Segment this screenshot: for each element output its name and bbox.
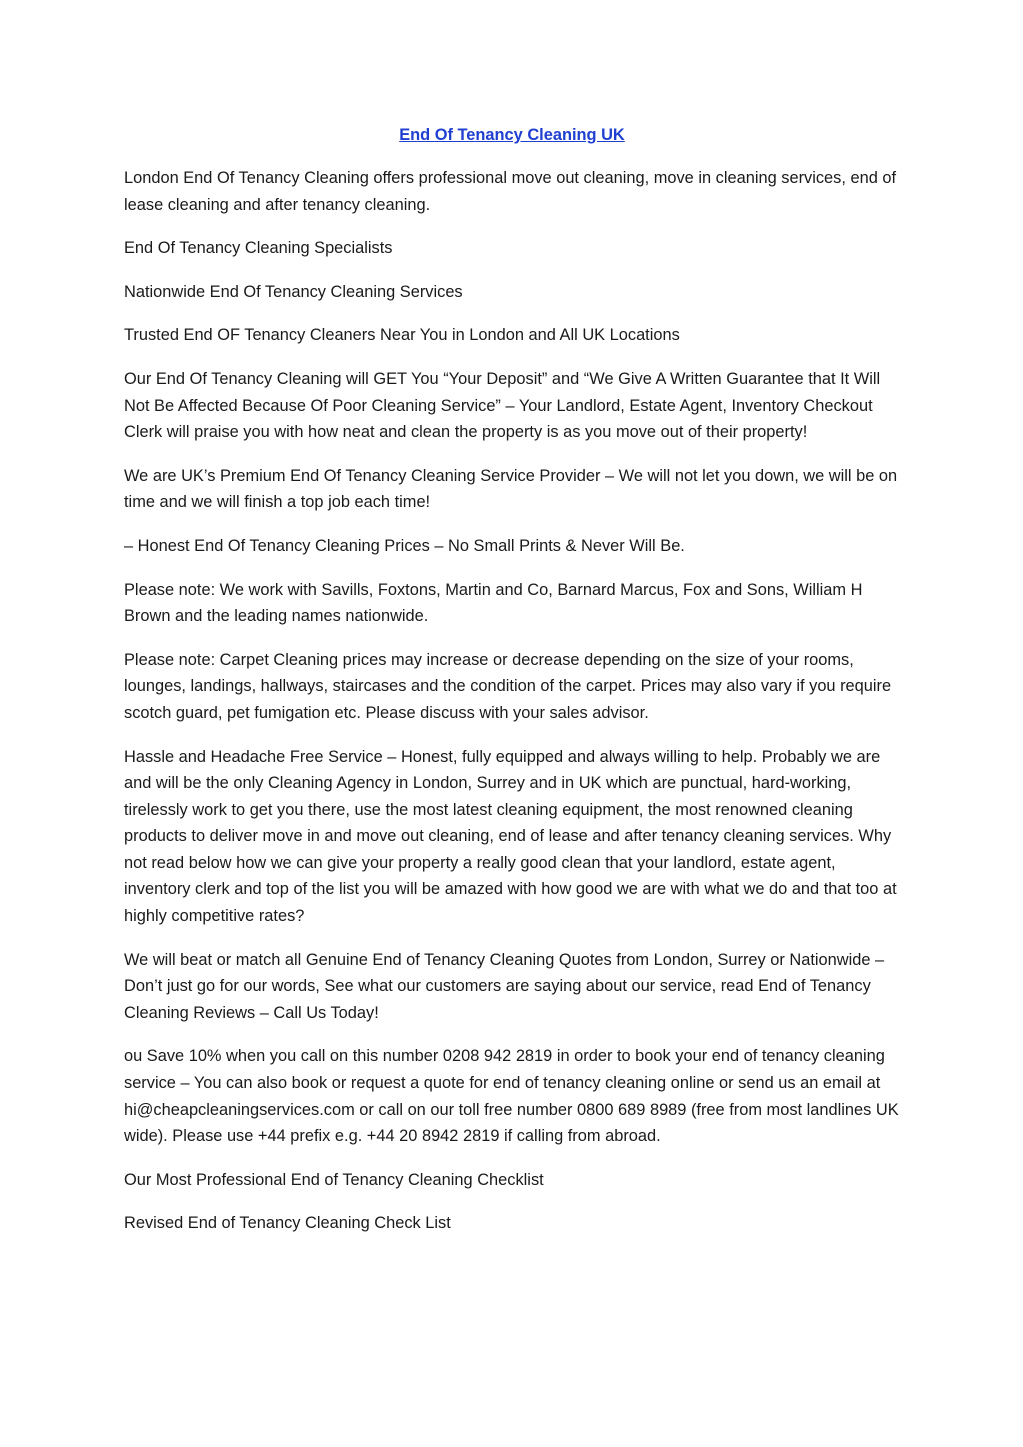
paragraph-partners-note: Please note: We work with Savills, Foxtons, Martin and Co, Barnard Marcus, Fox and Sons, William H Brown and the leading names nationwide.	[124, 580, 863, 626]
page-title-link[interactable]: End Of Tenancy Cleaning UK	[399, 126, 625, 144]
paragraph-honest-prices: – Honest End Of Tenancy Cleaning Prices – No Small Prints & Never Will Be.	[124, 536, 685, 555]
paragraph-premium-provider: We are UK’s Premium End Of Tenancy Cleaning Service Provider – We will not let you down, we will be on time and we will finish a top job each time!	[124, 466, 898, 512]
paragraph-specialists: End Of Tenancy Cleaning Specialists	[124, 239, 393, 258]
title-container	[124, 122, 900, 148]
document-body	[124, 122, 904, 1254]
paragraph-save-offer: ou Save 10% when you call on this number 0208 942 2819 in order to book your end of tenancy cleaning service – You can also book or request a quote for end of tenancy cleaning online or send us an email at hi@cheapcleaningservices.com or call on our toll free number 0800 689 8989 (free from most landlines UK wide). Please use +44 prefix e.g. +44 20 8942 2819 if calling from abroad.	[124, 1047, 899, 1146]
paragraph-deposit-guarantee: Our End Of Tenancy Cleaning will GET You “Your Deposit” and “We Give A Written Guarantee that It Will Not Be Affected Because Of Poor Cleaning Service” – Your Landlord, Estate Agent, Inventory Checkout Clerk will praise you with how neat and clean the property is as you move out of their property!	[124, 369, 881, 442]
paragraph-trusted: Trusted End OF Tenancy Cleaners Near You in London and All UK Locations	[124, 326, 680, 345]
paragraph-beat-match: We will beat or match all Genuine End of Tenancy Cleaning Quotes from London, Surrey or Nationwide – Don’t just go for our words, See what our customers are saying about our service, read End of Tenancy Cleaning Reviews – Call Us Today!	[124, 950, 885, 1022]
paragraph-hassle-free: Hassle and Headache Free Service – Honest, fully equipped and always willing to help. Probably we are and will be the only Cleaning Agency in London, Surrey and in UK which are punctual, hard-working, tirelessly work to get you there, use the most latest cleaning equipment, the most renowned cleaning products to deliver move in and move out cleaning, end of lease and after tenancy cleaning services. Why not read below how we can give your property a really good clean that your landlord, estate agent, inventory clerk and top of the list you will be amazed with how good we are with what we do and that too at highly competitive rates?	[124, 747, 897, 926]
paragraph-revised-checklist: Revised End of Tenancy Cleaning Check List	[124, 1214, 451, 1233]
paragraph-intro: London End Of Tenancy Cleaning offers professional move out cleaning, move in cleaning services, end of lease cleaning and after tenancy cleaning.	[124, 169, 897, 214]
paragraph-checklist: Our Most Professional End of Tenancy Cleaning Checklist	[124, 1170, 544, 1189]
paragraph-carpet-note: Please note: Carpet Cleaning prices may increase or decrease depending on the size of your rooms, lounges, landings, hallways, staircases and the condition of the carpet. Prices may also vary if you require scotch guard, pet fumigation etc. Please discuss with your sales advisor.	[124, 650, 892, 722]
paragraph-nationwide: Nationwide End Of Tenancy Cleaning Services	[124, 282, 463, 301]
